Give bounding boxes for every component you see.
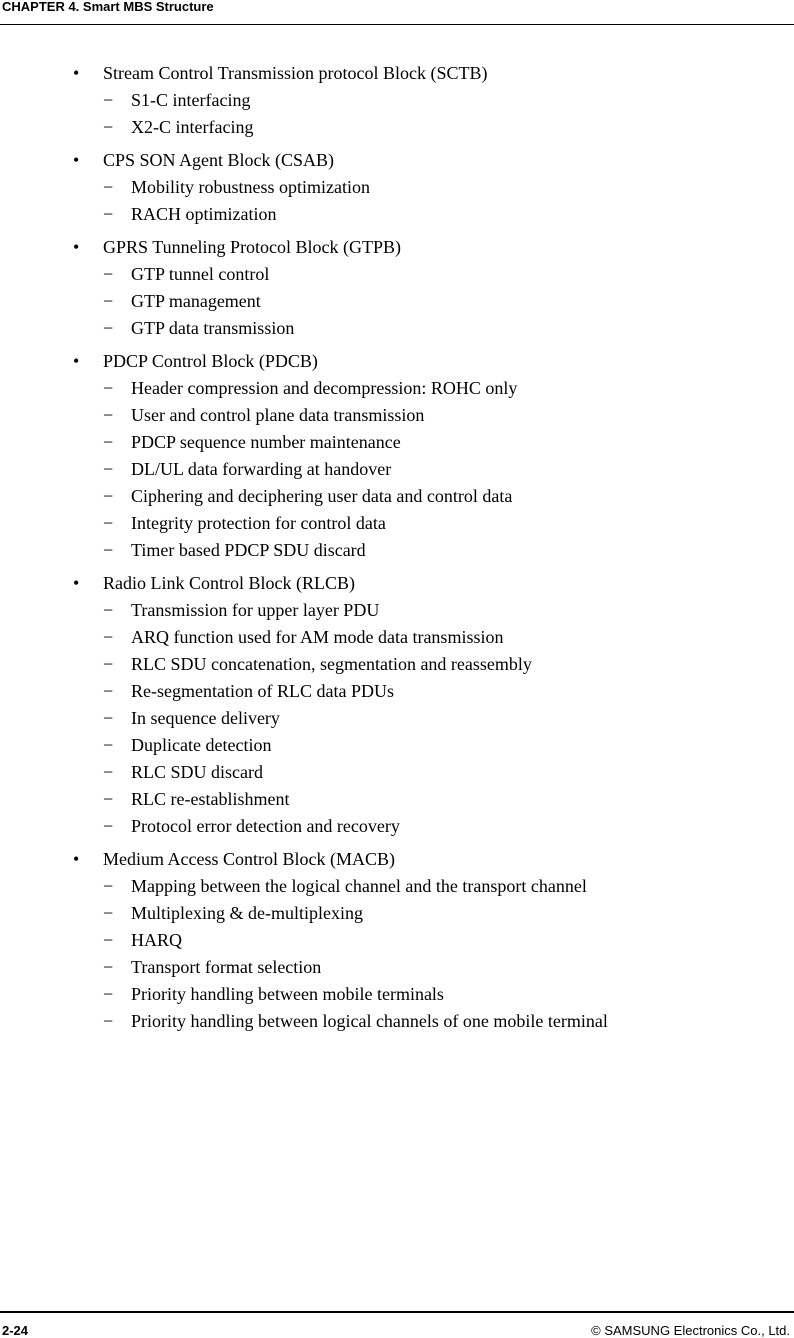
list-item-text: Mobility robustness optimization xyxy=(131,177,370,197)
list-item-text: RACH optimization xyxy=(131,204,277,224)
document-body xyxy=(0,60,794,1035)
list-item xyxy=(0,510,794,537)
list-item-text: PDCP sequence number maintenance xyxy=(131,432,401,452)
copyright-notice: © SAMSUNG Electronics Co., Ltd. xyxy=(591,1323,790,1338)
list-item xyxy=(0,375,794,402)
list-item xyxy=(0,759,794,786)
feature-list xyxy=(0,375,794,564)
dash-icon: − xyxy=(103,486,114,506)
dash-icon: − xyxy=(103,432,114,452)
section-title: Medium Access Control Block (MACB) xyxy=(103,849,395,869)
section-heading xyxy=(0,234,794,261)
dash-icon: − xyxy=(103,318,114,338)
dash-icon: − xyxy=(103,984,114,1004)
section-heading xyxy=(0,60,794,87)
list-item xyxy=(0,315,794,342)
dash-icon: − xyxy=(103,177,114,197)
dash-icon: − xyxy=(103,681,114,701)
list-item xyxy=(0,201,794,228)
list-item-text: Transmission for upper layer PDU xyxy=(131,600,380,620)
bullet-icon: • xyxy=(73,150,80,170)
block-section xyxy=(0,60,794,147)
list-item xyxy=(0,402,794,429)
list-item xyxy=(0,429,794,456)
list-item-text: Protocol error detection and recovery xyxy=(131,816,400,836)
list-item-text: Multiplexing & de-multiplexing xyxy=(131,903,363,923)
list-item-text: X2-C interfacing xyxy=(131,117,254,137)
block-section xyxy=(0,846,794,1035)
dash-icon: − xyxy=(103,816,114,836)
dash-icon: − xyxy=(103,378,114,398)
list-item xyxy=(0,483,794,510)
block-section xyxy=(0,147,794,234)
list-item-text: GTP tunnel control xyxy=(131,264,270,284)
feature-list xyxy=(0,873,794,1035)
list-item xyxy=(0,651,794,678)
dash-icon: − xyxy=(103,789,114,809)
list-item xyxy=(0,981,794,1008)
list-item xyxy=(0,174,794,201)
bullet-icon: • xyxy=(73,573,80,593)
dash-icon: − xyxy=(103,627,114,647)
section-title: Stream Control Transmission protocol Block (SCTB) xyxy=(103,63,488,83)
list-item-text: Re-segmentation of RLC data PDUs xyxy=(131,681,394,701)
bullet-icon: • xyxy=(73,849,80,869)
list-item xyxy=(0,927,794,954)
dash-icon: − xyxy=(103,1011,114,1031)
list-item-text: Transport format selection xyxy=(131,957,322,977)
dash-icon: − xyxy=(103,957,114,977)
dash-icon: − xyxy=(103,513,114,533)
bullet-icon: • xyxy=(73,351,80,371)
section-heading xyxy=(0,846,794,873)
list-item-text: ARQ function used for AM mode data transmission xyxy=(131,627,504,647)
list-item xyxy=(0,597,794,624)
list-item-text: RLC SDU discard xyxy=(131,762,263,782)
block-section xyxy=(0,234,794,348)
list-item-text: Integrity protection for control data xyxy=(131,513,386,533)
list-item-text: Priority handling between logical channels of one mobile terminal xyxy=(131,1011,608,1031)
list-item xyxy=(0,537,794,564)
list-item xyxy=(0,732,794,759)
list-item-text: RLC SDU concatenation, segmentation and reassembly xyxy=(131,654,532,674)
chapter-title: CHAPTER 4. Smart MBS Structure xyxy=(2,0,214,14)
page-number: 2-24 xyxy=(2,1323,29,1338)
dash-icon: − xyxy=(103,762,114,782)
section-heading xyxy=(0,570,794,597)
list-item-text: S1-C interfacing xyxy=(131,90,251,110)
dash-icon: − xyxy=(103,654,114,674)
dash-icon: − xyxy=(103,204,114,224)
dash-icon: − xyxy=(103,540,114,560)
page-header xyxy=(0,0,794,25)
list-item-text: Ciphering and deciphering user data and control data xyxy=(131,486,513,506)
list-item-text: GTP management xyxy=(131,291,261,311)
page-footer xyxy=(0,1311,794,1338)
dash-icon: − xyxy=(103,930,114,950)
list-item-text: Header compression and decompression: ROHC only xyxy=(131,378,518,398)
bullet-icon: • xyxy=(73,237,80,257)
dash-icon: − xyxy=(103,876,114,896)
list-item-text: Timer based PDCP SDU discard xyxy=(131,540,366,560)
section-title: CPS SON Agent Block (CSAB) xyxy=(103,150,335,170)
dash-icon: − xyxy=(103,405,114,425)
feature-list xyxy=(0,174,794,228)
list-item-text: HARQ xyxy=(131,930,183,950)
list-item xyxy=(0,87,794,114)
list-item-text: DL/UL data forwarding at handover xyxy=(131,459,392,479)
dash-icon: − xyxy=(103,117,114,137)
list-item-text: In sequence delivery xyxy=(131,708,280,728)
dash-icon: − xyxy=(103,264,114,284)
list-item-text: GTP data transmission xyxy=(131,318,295,338)
feature-list xyxy=(0,87,794,141)
list-item xyxy=(0,954,794,981)
section-title: GPRS Tunneling Protocol Block (GTPB) xyxy=(103,237,402,257)
dash-icon: − xyxy=(103,291,114,311)
list-item-text: User and control plane data transmission xyxy=(131,405,425,425)
bullet-icon: • xyxy=(73,63,80,83)
list-item xyxy=(0,678,794,705)
feature-list xyxy=(0,261,794,342)
section-title: Radio Link Control Block (RLCB) xyxy=(103,573,355,593)
feature-list xyxy=(0,597,794,840)
dash-icon: − xyxy=(103,459,114,479)
section-title: PDCP Control Block (PDCB) xyxy=(103,351,318,371)
list-item-text: RLC re-establishment xyxy=(131,789,290,809)
list-item xyxy=(0,456,794,483)
list-item xyxy=(0,786,794,813)
dash-icon: − xyxy=(103,708,114,728)
list-item xyxy=(0,261,794,288)
list-item xyxy=(0,1008,794,1035)
list-item xyxy=(0,288,794,315)
list-item-text: Priority handling between mobile terminals xyxy=(131,984,444,1004)
dash-icon: − xyxy=(103,903,114,923)
list-item xyxy=(0,114,794,141)
section-heading xyxy=(0,348,794,375)
list-item xyxy=(0,705,794,732)
list-item xyxy=(0,873,794,900)
list-item xyxy=(0,813,794,840)
list-item xyxy=(0,900,794,927)
section-heading xyxy=(0,147,794,174)
list-item-text: Duplicate detection xyxy=(131,735,272,755)
block-section xyxy=(0,570,794,846)
list-item xyxy=(0,624,794,651)
list-item-text: Mapping between the logical channel and the transport channel xyxy=(131,876,587,896)
block-section xyxy=(0,348,794,570)
dash-icon: − xyxy=(103,600,114,620)
dash-icon: − xyxy=(103,735,114,755)
dash-icon: − xyxy=(103,90,114,110)
